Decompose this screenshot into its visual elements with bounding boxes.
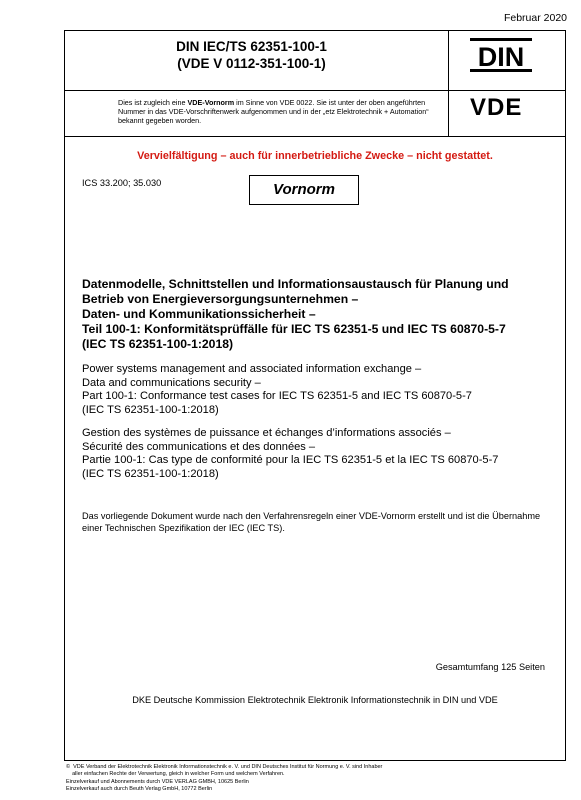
title-fr-line: (IEC TS 62351-100-1:2018) [82, 467, 219, 480]
standard-number [64, 38, 439, 72]
divider-line [448, 30, 449, 136]
document-type-box: Vornorm [249, 175, 359, 205]
din-logo-text: DIN [477, 42, 525, 72]
procedure-note: Das vorliegende Dokument wurde nach den Verfahrensregeln einer VDE-Vornorm erstellt und ist die Übernahme einer Technischen Spezifikation der IEC (IEC TS). [82, 511, 541, 534]
vde-notice [118, 98, 443, 126]
ics-code: ICS 33.200; 35.030 [82, 178, 162, 188]
din-logo [470, 38, 532, 72]
footer-line: Einzelverkauf auch durch Beuth Verlag GmbH, 10772 Berlin [66, 785, 213, 792]
standard-number-line1: DIN IEC/TS 62351-100-1 [176, 39, 327, 54]
footer-line: Einzelverkauf und Abonnements durch VDE VERLAG GMBH, 10625 Berlin [66, 778, 249, 785]
standard-number-line2: (VDE V 0112-351-100-1) [177, 56, 326, 71]
title-fr-line: Sécurité des communications et des données – [82, 440, 316, 453]
copyright-footer [66, 764, 566, 793]
title-de-line: Teil 100-1: Konformitätsprüffälle für IEC TS 62351-5 und IEC TS 60870-5-7 [82, 322, 506, 336]
title-de-line: Daten- und Kommunikationssicherheit – [82, 307, 316, 321]
total-pages: Gesamtumfang 125 Seiten [435, 662, 545, 672]
footer-line: aller einfachen Rechte der Verwertung, gleich in welcher Form und welchem Verfahren. [66, 771, 285, 778]
title-de-line: Betrieb von Energieversorgungsunternehmen – [82, 292, 359, 306]
publication-date: Februar 2020 [503, 12, 567, 24]
notice-prefix: Dies ist zugleich eine [118, 98, 188, 107]
title-en-line: Power systems management and associated information exchange – [82, 363, 422, 375]
title-de-line: (IEC TS 62351-100-1:2018) [82, 337, 234, 351]
notice-rest: im Sinne von VDE 0022. Sie ist unter der oben angeführten Nummer in das VDE-Vorschriftenwerk aufgenommen und in der „etz Elektrotechnik + Automation“ bekannt gegeben worden. [118, 98, 429, 126]
divider-line [64, 136, 566, 137]
title-fr-line: Partie 100-1: Cas type de conformité pour la IEC TS 62351-5 et la IEC TS 60870-5-7 [82, 454, 499, 466]
notice-bold: VDE-Vornorm [187, 98, 235, 107]
title-english [82, 363, 552, 417]
divider-line [64, 90, 566, 91]
footer-line: © VDE Verband der Elektrotechnik Elektronik Informationstechnik e. V. und DIN Deutsches Institut für Normung e. V. sind Inhaber [66, 764, 383, 770]
title-en-line: (IEC TS 62351-100-1:2018) [82, 403, 219, 416]
title-en-line: Part 100-1: Conformance test cases for IEC TS 62351-5 and IEC TS 60870-5-7 [82, 390, 472, 402]
title-de-line: Datenmodelle, Schnittstellen und Informationsaustausch für Planung und [82, 277, 509, 291]
reproduction-notice: Vervielfältigung – auch für innerbetriebliche Zwecke – nicht gestattet. [137, 150, 493, 162]
title-french [82, 427, 552, 481]
title-en-line: Data and communications security – [82, 376, 261, 389]
dke-line: DKE Deutsche Kommission Elektrotechnik Elektronik Informationstechnik in DIN und VDE [132, 695, 498, 705]
vde-logo: VDE [470, 94, 523, 121]
title-fr-line: Gestion des systèmes de puissance et échanges d’informations associés – [82, 427, 451, 439]
title-german [82, 277, 552, 352]
